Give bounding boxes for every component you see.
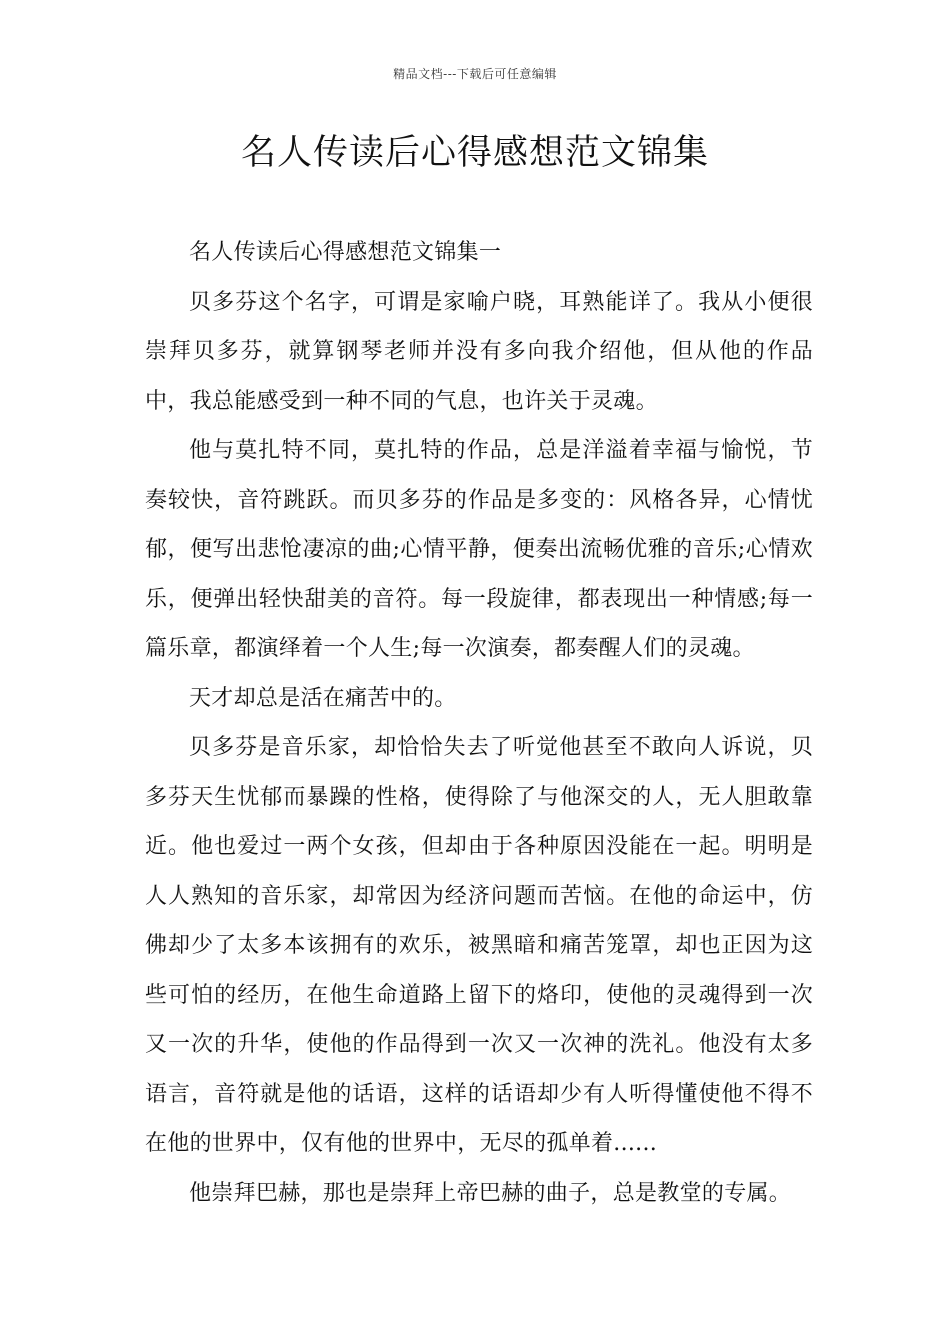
paragraph: 他崇拜巴赫，那也是崇拜上帝巴赫的曲子，总是教堂的专属。 — [189, 1180, 792, 1206]
document-title: 名人传读后心得感想范文锦集 — [240, 133, 709, 173]
paragraph-subtitle: 名人传读后心得感想范文锦集一 — [189, 240, 502, 265]
paragraph: 贝多芬这个名字，可谓是家喻户晓，耳熟能详了。我从小便很崇拜贝多芬，就算钢琴老师并没有多向我介绍他，但从他的作品中，我总能感受到一种不同的气息，也许关于灵魂。 — [145, 289, 813, 414]
paragraph: 天才却总是活在痛苦中的。 — [189, 685, 457, 711]
paragraph: 他与莫扎特不同，莫扎特的作品，总是洋溢着幸福与愉悦，节奏较快，音符跳跃。而贝多芬的作品是多变的：风格各异，心情忧郁，便写出悲怆凄凉的曲;心情平静，便奏出流畅优雅的音乐;心情欢乐，便弹出轻快甜美的音符。每一段旋律，都表现出一种情感;每一篇乐章，都演绎着一个人生;每一次演奏，都奏醒人们的灵魂。 — [145, 438, 813, 661]
document-body — [145, 228, 813, 1218]
paragraph: 贝多芬是音乐家，却恰恰失去了听觉他甚至不敢向人诉说，贝多芬天生忧郁而暴躁的性格，使得除了与他深交的人，无人胆敢靠近。他也爱过一两个女孩，但却由于各种原因没能在一起。明明是人人熟知的音乐家，却常因为经济问题而苦恼。在他的命运中，仿佛却少了太多本该拥有的欢乐，被黑暗和痛苦笼罩，却也正因为这些可怕的经历，在他生命道路上留下的烙印，使他的灵魂得到一次又一次的升华，使他的作品得到一次又一次神的洗礼。他没有太多语言，音符就是他的话语，这样的话语却少有人听得懂使他不得不在他的世界中，仅有他的世界中，无尽的孤单着...... — [145, 735, 813, 1156]
header-note: 精品文档---下载后可任意编辑 — [393, 67, 557, 81]
